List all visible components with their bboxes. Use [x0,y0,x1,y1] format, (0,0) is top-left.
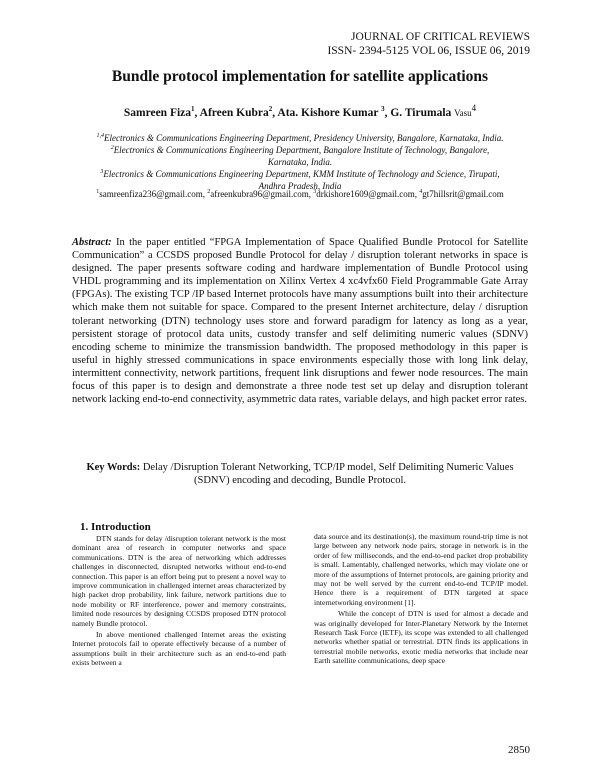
affiliation-sup: 1,4 [96,133,105,139]
column-left [72,534,286,668]
author-sup: 4 [471,103,477,113]
email-link[interactable]: gt7hillsrit@gmail.com [422,189,504,199]
email-link[interactable]: samreenfiza236@gmail.com, [99,189,208,199]
keywords [80,461,520,487]
email-link[interactable]: afreenkubra96@gmail.com, [210,189,314,199]
paragraph: data source and its destination(s), the maximum round-trip time is not large between any network node pairs, storage in network is in the order of few milliseconds, and the end-to-end packet drop probability is small. Lamentably, challenged networks, which may violate one or more of the assumptions of Internet protocols, are gaining priority and may not be well served by the current end-to-end TCP/IP model. Hence there is a requirement of DTN targeted at space internetworking environment [1]. [314,532,528,607]
journal-issue: ISSN- 2394-5125 VOL 06, ISSUE 06, 2019 [327,45,530,57]
paragraph: While the concept of DTN is used for almost a decade and was originally developed for Inter-Planetary Network by the Internet Research Task Force (IETF), its scope was extended to all challenged networks whether spatial or terrestrial. DTN finds its applications in terrestrial mobile networks, exotic media networks that include near Earth satellite communications, deep space [314,609,528,666]
affiliation-2 [0,143,600,168]
email-link[interactable]: drkishore1609@gmail.com, [316,189,420,199]
email-sup: 2 [207,189,211,195]
section-heading: 1. Introduction [80,521,151,533]
author-sep: , [194,106,200,119]
author-sup: 2 [268,105,273,113]
author-sep: , [384,106,391,119]
abstract-text: In the paper entitled “FPGA Implementation of Space Qualified Bundle Protocol for Satellite Communication” a CCSDS proposed Bundle Protocol for delay / disruption tolerant networks in space is designed. The paper presents software coding and hardware implementation of Bundle Protocol using VHDL programming and its implementation on Xilinx Vertex 4 xc4vfx60 Field Programmable Gate Array (FPGAs). The existing TCP /IP based Internet protocols have many assumptions built into their architecture which make them not suitable for space. Compared to the present Internet architecture, delay / disruption tolerant networking (DTN) technology uses store and forward paradigm for latency as long as a year, persistent storage of protocol data units, custody transfer and self delimiting numeric values (SDNV) encoding scheme to minimize the transmission bandwidth. The proposed methodology in this paper is useful in highly stressed communications in space environments especially those with long link delay, intermittent connectivity, network partitions, frequent link disruptions and fewer node resources. The main focus of this paper is to design and demonstrate a three node test set up delay and disruption tolerant network lacking end-to-end connectivity, asymmetric data rates, variable delays, and high packet error rates. [72,237,528,406]
journal-name: JOURNAL OF CRITICAL REVIEWS [351,31,530,43]
author-name: Ata. Kishore Kumar [277,106,382,119]
author-emails [0,189,600,199]
email-sup: 1 [96,189,100,195]
abstract-label: Abstract: [72,237,112,248]
author-name: G. Tirumala [390,106,452,119]
journal-header [327,30,530,58]
keywords-label: Key Words: [86,462,141,473]
page-number: 2850 [508,744,530,756]
affiliation-sup: 2 [110,145,114,151]
keywords-text: Delay /Disruption Tolerant Networking, TCP/IP model, Self Delimiting Numeric Values (SDNV) encoding and decoding, Bundle Protocol. [140,462,514,487]
email-sup: 4 [419,189,423,195]
author-name: Afreen Kubra [199,106,269,119]
affiliation-text: Electronics & Communications Engineering Department, Bangalore Institute of Technology, Bangalore, [113,145,490,155]
column-right [314,532,528,666]
author-list [0,103,600,119]
author-sep: , [272,106,278,119]
paragraph: DTN stands for delay /disruption tolerant network is the most dominant area of research in computer networks and space communications. DTN is the area of networking which addresses challenges in disconnected, disrupted networks without end-to-end connection. This paper is an effort being put to present a novel way to improve communication in challenged internet areas characterized by high packet drop probability, link failure, network partitions due to node mobility or RF interference, power and memory constraints, limited node resources by designing CCSDS proposed DTN protocol namely Bundle protocol. [72,534,286,628]
author-name-last: Vasu [454,107,472,118]
abstract [72,236,528,406]
paper-title: Bundle protocol implementation for satellite applications [111,68,489,85]
author-name: Samreen Fiza [123,106,192,119]
affiliation-text: Electronics & Communications Engineering Department, KMM Institute of Technology and Science, Tirupati, [103,169,500,179]
affiliation-text: Andhra Pradesh, India [258,180,342,191]
affiliation-text: Karnataka, India. [267,156,333,167]
author-sup: 1 [191,105,195,113]
affiliation-sup: 3 [100,169,104,175]
author-sup: 3 [381,105,385,113]
affiliation-text: Electronics & Communications Engineering Department, Presidency University, Bangalore, Karnataka, India. [104,133,504,143]
email-sup: 3 [313,189,317,195]
paragraph: In above mentioned challenged Internet areas the existing Internet protocols fail to operate effectively because of a number of assumptions built in their architecture such as an end-to-end path exists between a [72,630,286,668]
